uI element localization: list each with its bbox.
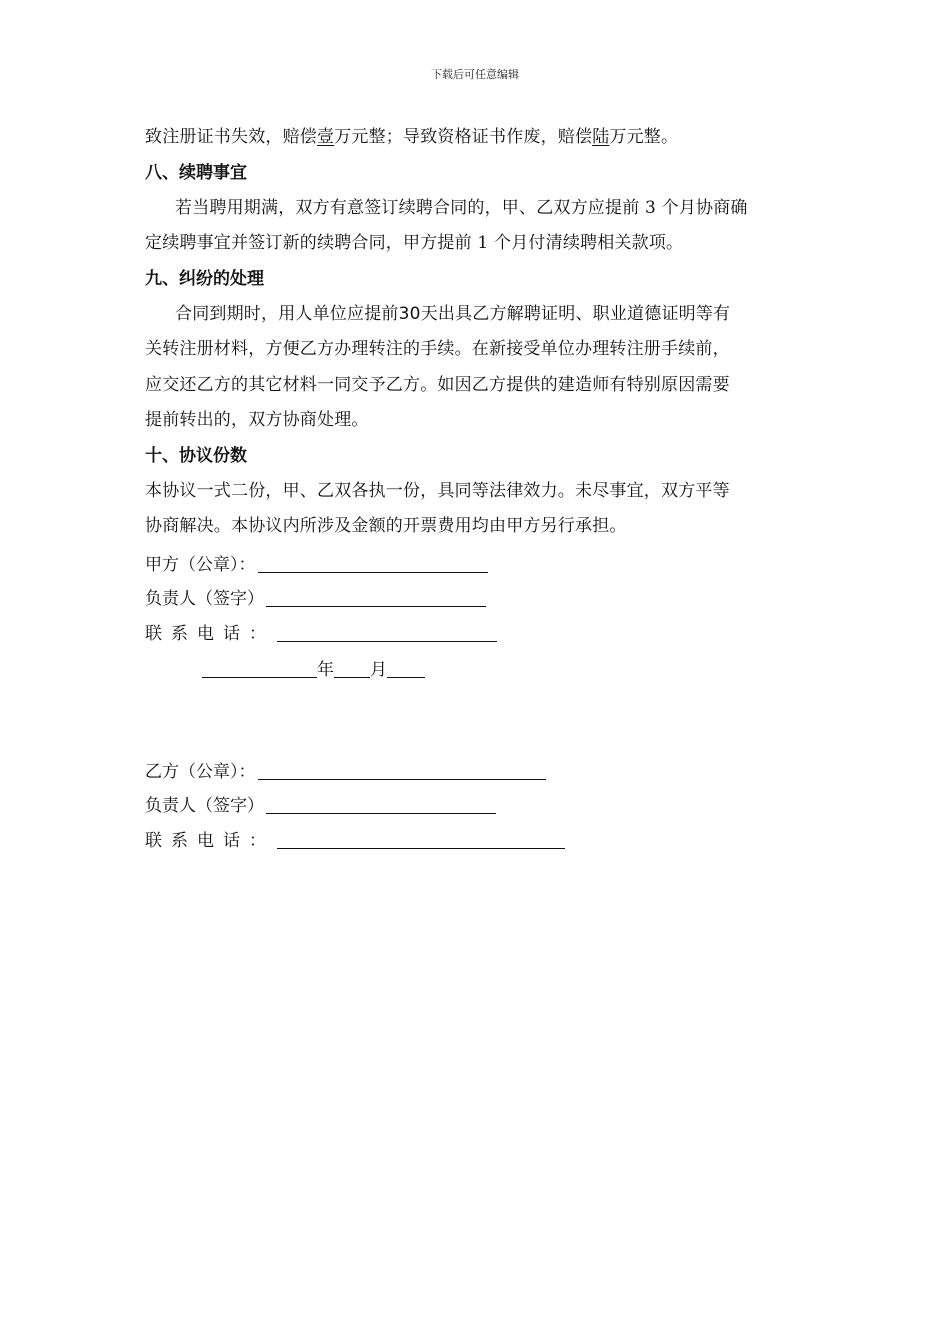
party-b-rep-line[interactable] bbox=[266, 791, 496, 814]
party-a-seal-row bbox=[145, 550, 488, 580]
section8-heading: 八、续聘事宜 bbox=[145, 162, 247, 183]
party-a-seal-line[interactable] bbox=[258, 550, 488, 573]
section8-line-2: 定续聘事宜并签订新的续聘合同，甲方提前 1 个月付清续聘相关款项。 bbox=[145, 233, 684, 253]
section9-line-2: 关转注册材料，方便乙方办理转注的手续。在新接受单位办理转注册手续前， bbox=[145, 339, 730, 359]
section10-line-2: 协商解决。本协议内所涉及金额的开票费用均由甲方另行承担。 bbox=[145, 516, 627, 536]
party-b-seal-label: 乙方（公章）： bbox=[145, 762, 256, 782]
section9-text-pre: 合同到期时，用人单位应提前 bbox=[175, 303, 399, 324]
month-label: 月 bbox=[370, 660, 387, 680]
party-a-rep-row bbox=[145, 584, 486, 614]
section7-text-pre: 致注册证书失效，赔偿 bbox=[145, 127, 317, 147]
party-a-seal-label: 甲方（公章）： bbox=[145, 555, 256, 575]
party-b-seal-line[interactable] bbox=[258, 757, 546, 780]
section9-line-1 bbox=[145, 297, 815, 333]
party-b-phone-row bbox=[145, 826, 565, 856]
day-line[interactable] bbox=[387, 655, 425, 678]
party-a-phone-row bbox=[145, 619, 497, 649]
section9-line-4: 提前转出的，双方协商处理。 bbox=[145, 410, 369, 430]
page-header-note: 下载后可任意编辑 bbox=[431, 68, 519, 81]
month-line[interactable] bbox=[334, 655, 370, 678]
party-a-rep-line[interactable] bbox=[266, 584, 486, 607]
section9-line-3: 应交还乙方的其它材料一同交予乙方。如因乙方提供的建造师有特别原因需要 bbox=[145, 374, 730, 395]
party-a-rep-label: 负责人（签字） bbox=[145, 589, 264, 609]
party-b-seal-row bbox=[145, 757, 546, 787]
section8-line-1: 若当聘用期满，双方有意签订续聘合同的，甲、乙双方应提前 3 个月协商确 bbox=[175, 197, 748, 218]
date-row bbox=[202, 655, 425, 685]
section9-heading: 九、纠纷的处理 bbox=[145, 268, 264, 289]
year-line[interactable] bbox=[202, 655, 317, 678]
section7-text-post: 万元整。 bbox=[609, 127, 679, 147]
document-body bbox=[145, 120, 815, 545]
party-b-phone-label: 联系电话： bbox=[145, 831, 275, 851]
party-a-phone-label: 联系电话： bbox=[145, 624, 275, 644]
notice-days: 30 bbox=[398, 303, 421, 324]
section7-tail-paragraph bbox=[145, 120, 815, 156]
compensation-amount-2: 陆 bbox=[592, 127, 610, 147]
compensation-amount-1: 壹 bbox=[317, 127, 335, 147]
section10-heading: 十、协议份数 bbox=[145, 445, 247, 466]
party-b-rep-row bbox=[145, 791, 496, 821]
party-a-phone-line[interactable] bbox=[277, 619, 497, 642]
party-b-phone-line[interactable] bbox=[277, 826, 565, 849]
section7-text-mid: 万元整；导致资格证书作废，赔偿 bbox=[334, 127, 593, 147]
section9-text-post: 天出具乙方解聘证明、职业道德证明等有 bbox=[420, 303, 731, 324]
year-label: 年 bbox=[317, 660, 334, 680]
party-b-rep-label: 负责人（签字） bbox=[145, 796, 264, 816]
section10-line-1: 本协议一式二份，甲、乙双各执一份，具同等法律效力。未尽事宜，双方平等 bbox=[145, 480, 730, 501]
